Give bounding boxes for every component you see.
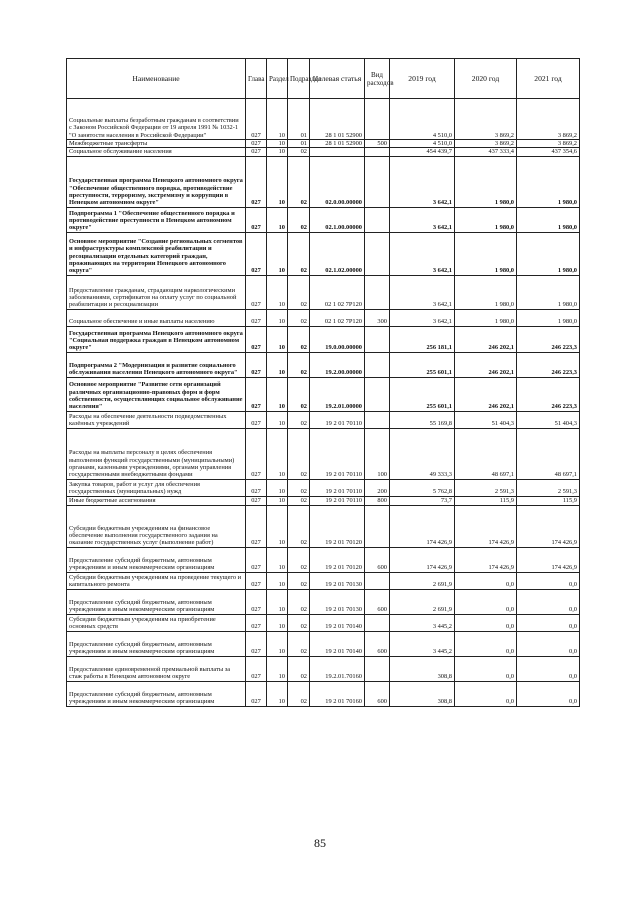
cell-2020: 174 426,9 <box>455 505 517 547</box>
cell-glava: 027 <box>246 547 267 572</box>
cell-podrazdel: 01 <box>288 99 310 140</box>
table-row <box>67 572 580 589</box>
cell-2021: 48 697,1 <box>517 428 580 479</box>
cell-2021: 174 426,9 <box>517 547 580 572</box>
cell-razdel: 10 <box>267 140 288 148</box>
cell-glava: 027 <box>246 428 267 479</box>
table-row <box>67 275 580 309</box>
cell-podrazdel: 02 <box>288 572 310 589</box>
cell-razdel: 10 <box>267 681 288 706</box>
cell-target: 19 2 01 70120 <box>310 505 365 547</box>
cell-name: Предоставление субсидий бюджетным, автономным учреждениям и иным некоммерческим организациям <box>67 589 246 614</box>
cell-2019: 255 601,1 <box>390 352 455 377</box>
cell-glava: 027 <box>246 614 267 631</box>
cell-vid: 600 <box>365 547 390 572</box>
cell-2019: 454 439,7 <box>390 148 455 156</box>
cell-2021: 1 980,0 <box>517 232 580 275</box>
cell-razdel: 10 <box>267 547 288 572</box>
cell-2021: 1 980,0 <box>517 207 580 232</box>
cell-glava: 027 <box>246 505 267 547</box>
cell-razdel: 10 <box>267 326 288 352</box>
cell-name: Предоставление субсидий бюджетным, автономным учреждениям и иным некоммерческим организациям <box>67 547 246 572</box>
cell-2021: 246 223,3 <box>517 377 580 411</box>
cell-vid <box>365 156 390 207</box>
cell-2019: 4 510,0 <box>390 140 455 148</box>
cell-podrazdel: 02 <box>288 656 310 681</box>
table-row <box>67 148 580 156</box>
cell-razdel: 10 <box>267 589 288 614</box>
cell-glava: 027 <box>246 156 267 207</box>
header-vid: Вид расходов <box>365 59 390 99</box>
cell-razdel: 10 <box>267 232 288 275</box>
cell-2020: 1 980,0 <box>455 275 517 309</box>
table-row <box>67 326 580 352</box>
cell-target: 19.0.00.00000 <box>310 326 365 352</box>
cell-razdel: 10 <box>267 207 288 232</box>
cell-razdel: 10 <box>267 352 288 377</box>
table-row <box>67 428 580 479</box>
cell-name: Расходы на выплаты персоналу в целях обеспечения выполнения функций государственными (муниципальными) органами, казенными учреждениями, органами управления государственными внебюджетными фондами <box>67 428 246 479</box>
cell-target: 02 1 02 7Р120 <box>310 275 365 309</box>
cell-razdel: 10 <box>267 479 288 496</box>
table-row <box>67 207 580 232</box>
header-2019: 2019 год <box>390 59 455 99</box>
cell-target: 19 2 01 70130 <box>310 572 365 589</box>
header-target: Целевая статья <box>310 59 365 99</box>
cell-2021: 246 223,3 <box>517 326 580 352</box>
table-row <box>67 614 580 631</box>
cell-glava: 027 <box>246 148 267 156</box>
cell-target: 19 2 01 70110 <box>310 411 365 428</box>
cell-vid: 800 <box>365 496 390 505</box>
cell-target: 19 2 01 70120 <box>310 547 365 572</box>
cell-podrazdel: 02 <box>288 428 310 479</box>
header-glava: Глава <box>246 59 267 99</box>
cell-glava: 027 <box>246 681 267 706</box>
table-row <box>67 377 580 411</box>
cell-name: Субсидии бюджетным учреждениям на финансовое обеспечение выполнения государственного задания на оказание государственных услуг (выполнение работ) <box>67 505 246 547</box>
page-number: 85 <box>314 836 326 850</box>
cell-vid <box>365 232 390 275</box>
cell-2021: 0,0 <box>517 681 580 706</box>
cell-glava: 027 <box>246 309 267 326</box>
cell-name: Предоставление гражданам, страдающим наркологическими заболеваниями, сертификатов на оплату услуг по социальной реабилитации и ресоциализации <box>67 275 246 309</box>
cell-target: 19.2.01.00000 <box>310 377 365 411</box>
cell-vid <box>365 572 390 589</box>
cell-razdel: 10 <box>267 377 288 411</box>
cell-target: 28 1 01 52900 <box>310 99 365 140</box>
header-2021: 2021 год <box>517 59 580 99</box>
cell-glava: 027 <box>246 352 267 377</box>
cell-vid <box>365 99 390 140</box>
cell-2021: 174 426,9 <box>517 505 580 547</box>
cell-target: 28 1 01 52900 <box>310 140 365 148</box>
cell-2020: 0,0 <box>455 589 517 614</box>
cell-2020: 48 697,1 <box>455 428 517 479</box>
budget-table-container <box>66 58 579 707</box>
cell-glava: 027 <box>246 631 267 656</box>
cell-name: Межбюджетные трансферты <box>67 140 246 148</box>
cell-podrazdel: 02 <box>288 547 310 572</box>
cell-razdel: 10 <box>267 99 288 140</box>
cell-target: 19 2 01 70130 <box>310 589 365 614</box>
cell-glava: 027 <box>246 411 267 428</box>
cell-2020: 246 202,1 <box>455 377 517 411</box>
cell-podrazdel: 02 <box>288 148 310 156</box>
cell-podrazdel: 02 <box>288 589 310 614</box>
table-row <box>67 479 580 496</box>
cell-2019: 3 445,2 <box>390 631 455 656</box>
cell-2019: 2 691,9 <box>390 589 455 614</box>
cell-podrazdel: 02 <box>288 232 310 275</box>
cell-razdel: 10 <box>267 505 288 547</box>
header-razdel: Раздел <box>267 59 288 99</box>
table-body <box>67 99 580 707</box>
cell-vid: 100 <box>365 428 390 479</box>
cell-podrazdel: 02 <box>288 309 310 326</box>
table-header-row <box>67 59 580 99</box>
cell-2019: 3 445,2 <box>390 614 455 631</box>
cell-2019: 73,7 <box>390 496 455 505</box>
cell-razdel: 10 <box>267 156 288 207</box>
cell-target: 19 2 01 70140 <box>310 614 365 631</box>
cell-2021: 2 591,3 <box>517 479 580 496</box>
cell-target: 19.2.01.70160 <box>310 656 365 681</box>
cell-name: Предоставление субсидий бюджетным, автономным учреждениям и иным некоммерческим организациям <box>67 681 246 706</box>
cell-2021: 437 354,6 <box>517 148 580 156</box>
cell-name: Подпрограмма 1 "Обеспечение общественного порядка и противодействие преступности в Ненецком автономном округе" <box>67 207 246 232</box>
cell-2020: 0,0 <box>455 631 517 656</box>
cell-podrazdel: 02 <box>288 479 310 496</box>
cell-2019: 55 169,8 <box>390 411 455 428</box>
cell-podrazdel: 02 <box>288 681 310 706</box>
cell-name: Социальное обеспечение и иные выплаты населению <box>67 309 246 326</box>
cell-2020: 0,0 <box>455 656 517 681</box>
cell-2020: 437 333,4 <box>455 148 517 156</box>
cell-podrazdel: 02 <box>288 614 310 631</box>
cell-2019: 255 601,1 <box>390 377 455 411</box>
cell-2021: 3 869,2 <box>517 99 580 140</box>
cell-name: Социальное обслуживание населения <box>67 148 246 156</box>
cell-name: Расходы на обеспечение деятельности подведомственных казённых учреждений <box>67 411 246 428</box>
cell-target: 02.0.00.00000 <box>310 156 365 207</box>
cell-2019: 308,8 <box>390 656 455 681</box>
cell-vid <box>365 207 390 232</box>
cell-razdel: 10 <box>267 614 288 631</box>
cell-vid: 600 <box>365 589 390 614</box>
cell-2021: 1 980,0 <box>517 156 580 207</box>
cell-podrazdel: 02 <box>288 505 310 547</box>
table-row <box>67 589 580 614</box>
cell-name: Государственная программа Ненецкого автономного округа "Обеспечение общественного порядка, противодействие преступности, терроризму, экстремизму и коррупции в Ненецком автономном округе" <box>67 156 246 207</box>
cell-podrazdel: 02 <box>288 411 310 428</box>
cell-glava: 027 <box>246 572 267 589</box>
table-row <box>67 496 580 505</box>
cell-podrazdel: 02 <box>288 352 310 377</box>
cell-vid <box>365 656 390 681</box>
cell-2019: 256 181,1 <box>390 326 455 352</box>
cell-target: 02.1.02.00000 <box>310 232 365 275</box>
cell-target: 02.1.00.00000 <box>310 207 365 232</box>
table-row <box>67 681 580 706</box>
cell-2021: 246 223,3 <box>517 352 580 377</box>
cell-razdel: 10 <box>267 572 288 589</box>
table-row <box>67 631 580 656</box>
cell-razdel: 10 <box>267 309 288 326</box>
cell-2019: 3 642,1 <box>390 232 455 275</box>
cell-2020: 3 869,2 <box>455 99 517 140</box>
cell-2019: 49 333,3 <box>390 428 455 479</box>
cell-name: Социальные выплаты безработным гражданам в соответствии с Законом Российской Федерации от 19 апреля 1991 № 1032-1 "О занятости населения в Российской Федерации" <box>67 99 246 140</box>
table-row <box>67 505 580 547</box>
header-2020: 2020 год <box>455 59 517 99</box>
cell-2019: 5 762,8 <box>390 479 455 496</box>
cell-razdel: 10 <box>267 631 288 656</box>
cell-glava: 027 <box>246 479 267 496</box>
table-row <box>67 309 580 326</box>
cell-target: 19 2 01 70110 <box>310 479 365 496</box>
table-row <box>67 547 580 572</box>
cell-vid: 600 <box>365 631 390 656</box>
cell-2020: 2 591,3 <box>455 479 517 496</box>
cell-2020: 0,0 <box>455 614 517 631</box>
cell-podrazdel: 02 <box>288 207 310 232</box>
cell-2019: 3 642,1 <box>390 275 455 309</box>
cell-podrazdel: 02 <box>288 377 310 411</box>
cell-vid <box>365 148 390 156</box>
cell-2020: 1 980,0 <box>455 156 517 207</box>
cell-2020: 51 404,3 <box>455 411 517 428</box>
header-name: Наименование <box>67 59 246 99</box>
cell-2019: 4 510,0 <box>390 99 455 140</box>
cell-podrazdel: 02 <box>288 496 310 505</box>
cell-2020: 1 980,0 <box>455 207 517 232</box>
cell-name: Предоставление единовременной премиальной выплаты за стаж работы в Ненецком автономном округе <box>67 656 246 681</box>
cell-2020: 0,0 <box>455 572 517 589</box>
cell-2020: 1 980,0 <box>455 232 517 275</box>
budget-table <box>66 58 580 707</box>
cell-vid <box>365 505 390 547</box>
cell-2020: 115,9 <box>455 496 517 505</box>
cell-2020: 246 202,1 <box>455 352 517 377</box>
cell-target: 19.2.00.00000 <box>310 352 365 377</box>
table-row <box>67 232 580 275</box>
cell-razdel: 10 <box>267 148 288 156</box>
cell-glava: 027 <box>246 656 267 681</box>
cell-2019: 2 691,9 <box>390 572 455 589</box>
cell-vid: 600 <box>365 681 390 706</box>
cell-vid <box>365 411 390 428</box>
cell-razdel: 10 <box>267 656 288 681</box>
cell-2019: 3 642,1 <box>390 207 455 232</box>
cell-name: Иные бюджетные ассигнования <box>67 496 246 505</box>
cell-2020: 3 869,2 <box>455 140 517 148</box>
table-row <box>67 411 580 428</box>
cell-2020: 174 426,9 <box>455 547 517 572</box>
table-row <box>67 99 580 140</box>
cell-target: 19 2 01 70160 <box>310 681 365 706</box>
cell-target: 19 2 01 70140 <box>310 631 365 656</box>
cell-name: Предоставление субсидий бюджетным, автономным учреждениям и иным некоммерческим организациям <box>67 631 246 656</box>
cell-2021: 3 869,2 <box>517 140 580 148</box>
table-row <box>67 156 580 207</box>
cell-2020: 0,0 <box>455 681 517 706</box>
cell-glava: 027 <box>246 140 267 148</box>
table-row <box>67 140 580 148</box>
cell-razdel: 10 <box>267 496 288 505</box>
cell-name: Подпрограмма 2 "Модернизация и развитие социального обслуживания населения Ненецкого автономного округа" <box>67 352 246 377</box>
cell-2021: 1 980,0 <box>517 309 580 326</box>
cell-target: 19 2 01 70110 <box>310 496 365 505</box>
cell-2021: 0,0 <box>517 631 580 656</box>
cell-podrazdel: 02 <box>288 275 310 309</box>
cell-glava: 027 <box>246 377 267 411</box>
cell-vid <box>365 377 390 411</box>
cell-razdel: 10 <box>267 428 288 479</box>
cell-glava: 027 <box>246 589 267 614</box>
cell-2019: 174 426,9 <box>390 547 455 572</box>
cell-glava: 027 <box>246 326 267 352</box>
cell-vid <box>365 352 390 377</box>
cell-vid <box>365 275 390 309</box>
cell-2021: 0,0 <box>517 656 580 681</box>
cell-vid: 500 <box>365 140 390 148</box>
cell-glava: 027 <box>246 99 267 140</box>
cell-name: Субсидии бюджетным учреждениям на проведение текущего и капитального ремонта <box>67 572 246 589</box>
cell-name: Основное мероприятие "Развитие сети организаций различных организационно-правовых форм и форм собственности, осуществляющих социальное обслуживание населения" <box>67 377 246 411</box>
header-podrazdel: Подраздел <box>288 59 310 99</box>
cell-name: Государственная программа Ненецкого автономного округа "Социальная поддержка граждан в Ненецком автономном округе" <box>67 326 246 352</box>
table-row <box>67 352 580 377</box>
cell-razdel: 10 <box>267 411 288 428</box>
cell-podrazdel: 02 <box>288 156 310 207</box>
cell-podrazdel: 02 <box>288 326 310 352</box>
cell-glava: 027 <box>246 275 267 309</box>
cell-2019: 3 642,1 <box>390 156 455 207</box>
cell-glava: 027 <box>246 496 267 505</box>
cell-target: 19 2 01 70110 <box>310 428 365 479</box>
cell-razdel: 10 <box>267 275 288 309</box>
cell-2021: 0,0 <box>517 614 580 631</box>
cell-2019: 308,8 <box>390 681 455 706</box>
cell-vid <box>365 614 390 631</box>
cell-name: Основное мероприятие "Создание региональных сегментов и инфраструктуры комплексной реабилитации и ресоциализации отдельных категорий граждан, проживающих на территории Ненецкого автономного округа" <box>67 232 246 275</box>
cell-2020: 246 202,1 <box>455 326 517 352</box>
cell-2020: 1 980,0 <box>455 309 517 326</box>
cell-vid: 200 <box>365 479 390 496</box>
cell-target: 02 1 02 7Р120 <box>310 309 365 326</box>
cell-glava: 027 <box>246 207 267 232</box>
cell-2021: 1 980,0 <box>517 275 580 309</box>
cell-2021: 115,9 <box>517 496 580 505</box>
cell-2021: 0,0 <box>517 589 580 614</box>
cell-name: Субсидии бюджетным учреждениям на приобретение основных средств <box>67 614 246 631</box>
cell-glava: 027 <box>246 232 267 275</box>
cell-2021: 51 404,3 <box>517 411 580 428</box>
cell-podrazdel: 02 <box>288 631 310 656</box>
cell-2021: 0,0 <box>517 572 580 589</box>
table-row <box>67 656 580 681</box>
cell-2019: 3 642,1 <box>390 309 455 326</box>
cell-name: Закупка товаров, работ и услуг для обеспечения государственных (муниципальных) нужд <box>67 479 246 496</box>
cell-vid <box>365 326 390 352</box>
cell-podrazdel: 01 <box>288 140 310 148</box>
cell-vid: 300 <box>365 309 390 326</box>
cell-2019: 174 426,9 <box>390 505 455 547</box>
cell-target <box>310 148 365 156</box>
